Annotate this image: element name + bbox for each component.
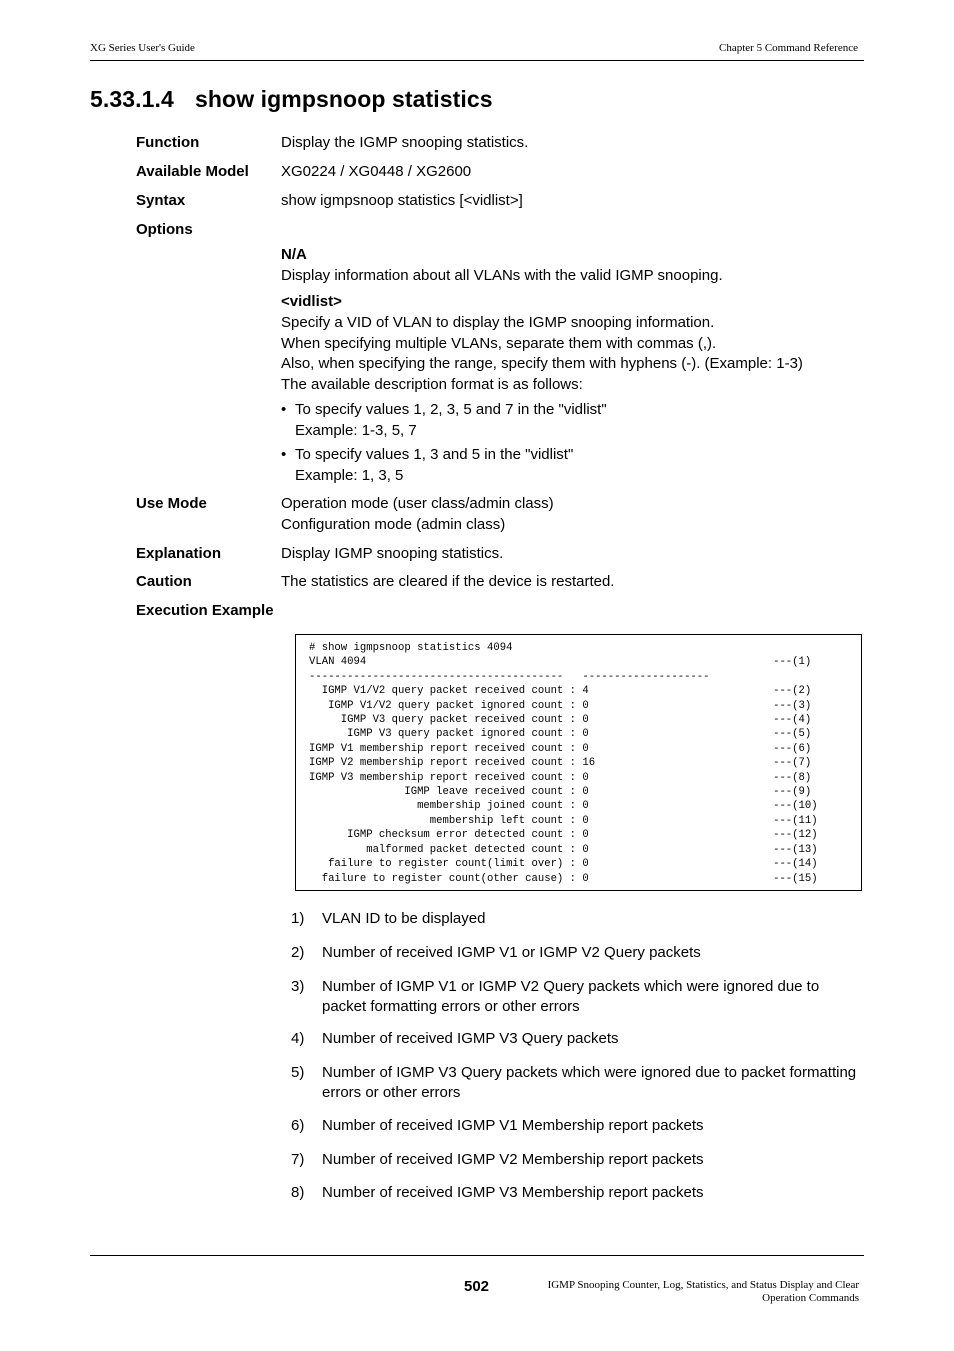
model-value: XG0224 / XG0448 / XG2600 xyxy=(281,163,472,180)
use-mode-line: Operation mode (user class/admin class) xyxy=(281,495,554,512)
caution-label: Caution xyxy=(136,573,192,590)
note-text: Number of received IGMP V1 Membership report packets xyxy=(322,1117,704,1134)
section-heading xyxy=(90,86,493,113)
code-example-box xyxy=(295,634,862,891)
explanation-value: Display IGMP snooping statistics. xyxy=(281,545,504,562)
function-label: Function xyxy=(136,134,200,151)
bullet-example: Example: 1, 3, 5 xyxy=(295,467,404,484)
use-mode-label: Use Mode xyxy=(136,495,207,512)
note-number: 1) xyxy=(291,910,305,927)
option-vidlist-line: Specify a VID of VLAN to display the IGMP snooping information. xyxy=(281,314,715,331)
bullet-dot: • xyxy=(281,446,287,463)
note-text: Number of received IGMP V3 Membership report packets xyxy=(322,1184,704,1201)
note-text: Number of received IGMP V1 or IGMP V2 Query packets xyxy=(322,944,701,961)
running-header-right: Chapter 5 Command Reference xyxy=(719,42,858,54)
bullet-example: Example: 1-3, 5, 7 xyxy=(295,422,417,439)
option-na-title: N/A xyxy=(281,246,307,263)
model-label: Available Model xyxy=(136,163,249,180)
running-header-left: XG Series User's Guide xyxy=(90,42,195,54)
option-vidlist-line: When specifying multiple VLANs, separate them with commas (,). xyxy=(281,334,717,352)
note-text: Number of IGMP V3 Query packets which were ignored due to packet formatting errors or other errors xyxy=(322,1064,857,1101)
bullet-dot: • xyxy=(281,401,287,418)
section-number: 5.33.1.4 xyxy=(90,86,174,112)
section-title: show igmpsnoop statistics xyxy=(195,86,493,112)
note-number: 2) xyxy=(291,944,305,961)
header-rule xyxy=(90,60,864,61)
note-number: 7) xyxy=(291,1151,305,1168)
note-text: Number of IGMP V1 or IGMP V2 Query packets which were ignored due to packet formatting errors or other errors xyxy=(322,978,820,1015)
note-number: 4) xyxy=(291,1030,305,1047)
note-number: 3) xyxy=(291,978,305,995)
running-footer-line: IGMP Snooping Counter, Log, Statistics, and Status Display and Clear xyxy=(547,1279,859,1291)
function-value: Display the IGMP snooping statistics. xyxy=(281,134,529,151)
note-text: VLAN ID to be displayed xyxy=(322,910,486,927)
option-vidlist-title: <vidlist> xyxy=(281,293,342,310)
execution-example-label: Execution Example xyxy=(136,602,274,619)
use-mode-line: Configuration mode (admin class) xyxy=(281,516,506,533)
option-vidlist-line: The available description format is as follows: xyxy=(281,375,583,393)
explanation-label: Explanation xyxy=(136,545,222,562)
option-vidlist-line: Also, when specifying the range, specify them with hyphens (-). (Example: 1-3) xyxy=(281,355,803,372)
running-footer xyxy=(548,1279,859,1305)
page-number: 502 xyxy=(464,1278,490,1295)
options-label: Options xyxy=(136,221,193,238)
syntax-value: show igmpsnoop statistics [<vidlist>] xyxy=(281,192,523,209)
bullet-text: To specify values 1, 2, 3, 5 and 7 in the "vidlist" xyxy=(295,401,607,418)
note-text: Number of received IGMP V3 Query packets xyxy=(322,1030,619,1047)
code-example: # show igmpsnoop statistics 4094 VLAN 4094 ---(1) ---------------------------------------- -------------------- IGMP V1/V2 query packet received count : 4 ---(2) IGMP V1/V2 query packet ignored count : 0 ---(3) IGMP V3 query packet received count : 0 ---(4) IGMP V3 query packet ignored count : 0 ---(5) IGMP V1 membership report received count : 0 ---(6) IGMP V2 membership report received count : 16 ---(7) IGMP V3 membership report received count : 0 ---(8) IGMP leave received count : 0 ---(9) membership joined count : 0 ---(10) membership left count : 0 ---(11) IGMP checksum error detected count : 0 ---(12) malformed packet detected count : 0 ---(13) failure to register count(limit over) : 0 ---(14) failure to register count(other cause) : 0 ---(15) xyxy=(309,642,818,885)
note-text: Number of received IGMP V2 Membership report packets xyxy=(322,1151,704,1168)
footer-rule xyxy=(90,1255,864,1256)
note-number: 6) xyxy=(291,1117,305,1134)
note-number: 8) xyxy=(291,1184,305,1201)
bullet-text: To specify values 1, 3 and 5 in the "vidlist" xyxy=(295,446,574,463)
note-number: 5) xyxy=(291,1064,305,1081)
option-na-desc: Display information about all VLANs with the valid IGMP snooping. xyxy=(281,267,723,284)
running-footer-line: Operation Commands xyxy=(762,1292,859,1304)
syntax-label: Syntax xyxy=(136,192,186,209)
caution-value: The statistics are cleared if the device is restarted. xyxy=(281,573,615,590)
